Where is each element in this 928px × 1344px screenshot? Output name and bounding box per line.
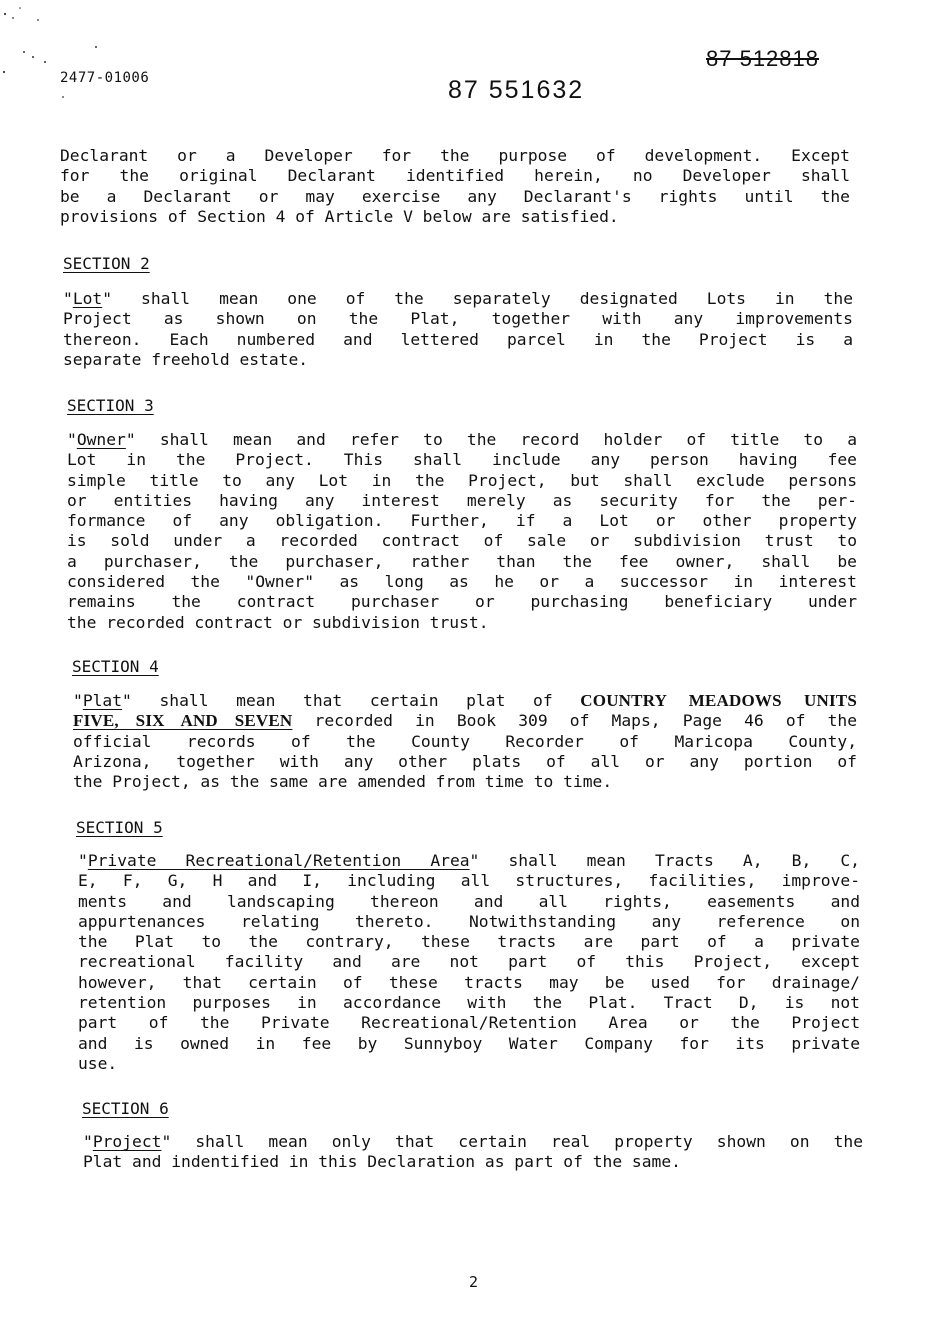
definition-text: shall mean one of the separately designated Lots in the [112,289,853,308]
definition-line: part of the Private Recreational/Retention Area or the Project [78,1013,860,1033]
definition-line: retention purposes in accordance with the Plat. Tract D, is not [78,993,860,1013]
definition-line: formance of any obligation. Further, if a Lot or other property [67,511,857,531]
intro-line: provisions of Section 4 of Article V below are satisfied. [60,206,619,226]
definition-line: Arizona, together with any other plats of all or any portion of [73,751,857,771]
definition-line: recreational facility and are not part of this Project, except [78,952,860,972]
definition-text: shall mean and refer to the record holder of title to a [135,430,857,449]
definition-line: "Plat" shall mean that certain plat of COUNTRY MEADOWS UNITS [73,691,857,710]
section-4-paragraph [73,691,857,792]
page-number: 2 [469,1273,479,1291]
plat-name-part-2: FIVE, SIX AND SEVEN [73,711,293,731]
definition-line: E, F, G, H and I, including all structures, facilities, improve- [78,871,860,891]
section-3-heading: SECTION 3 [67,396,154,415]
defined-term-lot: Lot [72,289,103,308]
definition-text: recorded in Book 309 of Maps, Page 46 of the [292,711,858,731]
document-id: 2477-01006 [60,70,150,86]
definition-text: shall mean only that certain real property shown on the [171,1132,863,1151]
definition-line: official records of the County Recorder of Maricopa County, [73,731,857,751]
intro-line: Declarant or a Developer for the purpose of development. Except [60,146,850,165]
definition-line: Project as shown on the Plat, together with any improvements [63,309,853,329]
definition-line: use. [78,1053,118,1073]
definition-line: "Owner" shall mean and refer to the record holder of title to a [67,430,857,449]
defined-term-owner: Owner [76,430,126,449]
definition-line: appurtenances relating thereto. Notwithstanding any reference on [78,911,860,931]
section-2-paragraph [63,289,853,370]
recording-number: 87 551632 [448,76,585,104]
definition-line: or entities having any interest merely as security for the per- [67,490,857,510]
section-5-heading: SECTION 5 [76,818,163,837]
definition-line: "Lot" shall mean one of the separately designated Lots in the [63,289,853,308]
definition-line: the Project, as the same are amended from time to time. [73,772,613,792]
section-5-paragraph [78,851,860,1074]
struck-recording-number: 87 512818 [706,46,819,71]
defined-term-project: Project [92,1132,162,1151]
definition-line [73,711,857,731]
definition-line: Lot in the Project. This shall include any person having fee [67,450,857,470]
section-4-heading: SECTION 4 [72,657,159,676]
definition-line: separate freehold estate. [63,349,309,369]
definition-line: the recorded contract or subdivision trust. [67,612,489,632]
definition-line: simple title to any Lot in the Project, but shall exclude persons [67,470,857,490]
definition-line: however, that certain of these tracts may be used for drainage/ [78,972,860,992]
definition-line: ments and landscaping thereon and all rights, easements and [78,891,860,911]
definition-line: thereon. Each numbered and lettered parcel in the Project is a [63,329,853,349]
definition-text: shall mean Tracts A, B, C, [479,851,860,870]
defined-term-private-recreational-retention-area: Private Recreational/Retention Area [87,851,470,870]
definition-line: and is owned in fee by Sunnyboy Water Company for its private [78,1033,860,1053]
intro-paragraph [60,146,850,227]
section-6-paragraph [83,1132,863,1173]
section-3-paragraph [67,430,857,633]
section-6-heading: SECTION 6 [82,1099,169,1118]
definition-line: Plat and indentified in this Declaration as part of the same. [83,1152,681,1172]
intro-line: for the original Declarant identified herein, no Developer shall [60,166,850,186]
definition-line: the Plat to the contrary, these tracts are part of a private [78,932,860,952]
definition-line: "Project" shall mean only that certain real property shown on the [83,1132,863,1151]
definition-line: considered the "Owner" as long as he or a successor in interest [67,572,857,592]
section-2-heading: SECTION 2 [63,254,150,273]
scan-specks [0,0,120,110]
definition-line: remains the contract purchaser or purchasing beneficiary under [67,592,857,612]
definition-line: a purchaser, the purchaser, rather than the fee owner, shall be [67,551,857,571]
definition-text: shall mean that certain plat of [131,691,553,710]
definition-line: "Private Recreational/Retention Area" shall mean Tracts A, B, C, [78,851,860,870]
definition-line: is sold under a recorded contract of sale or subdivision trust to [67,531,857,551]
defined-term-plat: Plat [82,691,123,710]
plat-name-part-1: COUNTRY MEADOWS UNITS [580,691,857,710]
intro-line: be a Declarant or may exercise any Declarant's rights until the [60,186,850,206]
